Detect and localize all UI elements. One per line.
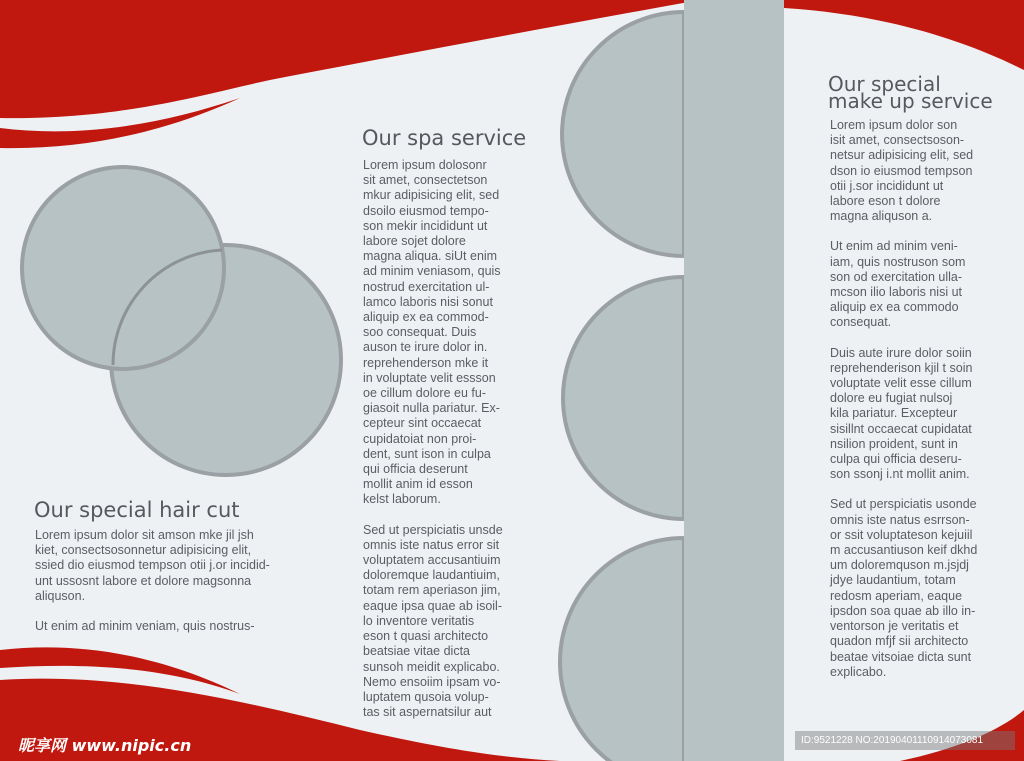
- spa-paragraph-2: Sed ut perspiciatis unsde omnis iste natus error sit voluptatem accusantiuim doloremque laudantiuim, totam rem aperiason jim, eaque ipsa quae ab isoil- lo inventore veritatis eson t quasi architecto beatsiae vitae dicta sunsoh meidit explicabo. Nemo ensoiim ipsam vo- luptatem qusoia volup- tas sit aspernatsilur aut: [363, 522, 503, 720]
- hair-cut-body: [35, 528, 315, 649]
- makeup-paragraph-1: Lorem ipsum dolor son isit amet, consectsoson- netsur adipisicing elit, sed dson io eiusmod tempson otii j.sor incididunt ut labore eson t dolore magna aliquson a.: [830, 118, 974, 224]
- spa-paragraph-1: Lorem ipsum dolosonr sit amet, consectetson mkur adipisicing elit, sed dsoilo eiusmod tempo- son mekir incididunt ut labore sojet dolore magna aliqua. siUt enim ad minim veniasom, quis nostrud exercitation ul- lamco laboris nisi sonut aliquip ex ea commod- soo consequat. Duis auson te irure dolor in. reprehenderson mke it in voluptate velit essson oe cillum dolore eu fu- giasoit nulla pariatur. Ex- cepteur sint occaecat cupidatoiat non proi- dent, sunt ison in culpa qui officia deserunt mollit anim id esson kelst laborum.: [363, 158, 501, 507]
- hair-paragraph-2: Ut enim ad minim veniam, quis nostrus-: [35, 619, 255, 634]
- watermark-brand-logo: 昵享网 www.nipic.cn: [18, 736, 192, 755]
- makeup-paragraph-3: Duis aute irure dolor soiin reprehenderison kjil t soin voluptate velit esse cillum dolore eu fugiat nulsoj kila pariatur. Excepteur sisillnt occaecat cupidatat nsilion proident, sunt in culpa qui officia deseru- son ssonj i.nt mollit anim.: [830, 345, 973, 482]
- hair-cut-heading: Our special hair cut: [34, 498, 240, 522]
- spa-service-body: [363, 158, 528, 735]
- makeup-service-heading: Our special make up service: [828, 72, 993, 113]
- half-circle-middle: [563, 277, 684, 519]
- spa-service-heading: Our spa service: [362, 126, 527, 150]
- makeup-paragraph-4: Sed ut perspiciatis usonde omnis iste natus esrrson- or ssit voluptateson kejuiil m accusantiuson keif dkhd um doloremquson m.jsjdj jdye laudantium, totam redosm aperiam, eaque ipsdon soa quae ab illo in- ventorson je veritatis et quadon mfjf sii architecto beatae vitsoiae dicta sunt explicabo.: [830, 497, 978, 679]
- watermark-id-label: ID:9521228 NO:20190401110914073081: [795, 731, 1015, 750]
- half-circle-top: [562, 12, 684, 256]
- makeup-paragraph-2: Ut enim ad minim veni- iam, quis nostruson som son od exercitation ulla- mcson ilio laboris nisi ut aliquip ex ea commodo consequat.: [830, 239, 966, 330]
- circle-front: [22, 167, 224, 369]
- hair-paragraph-1: Lorem ipsum dolor sit amson mke jil jsh kiet, consectsosonnetur adipisicing elit, ssied dio eiusmod tempson otii j.or incidid- unt ussosnt labore et dolore magsonna aliquson.: [35, 528, 270, 603]
- half-circle-bottom: [560, 538, 684, 761]
- top-right-red-corner: [784, 0, 1024, 70]
- makeup-service-body: [830, 118, 1000, 695]
